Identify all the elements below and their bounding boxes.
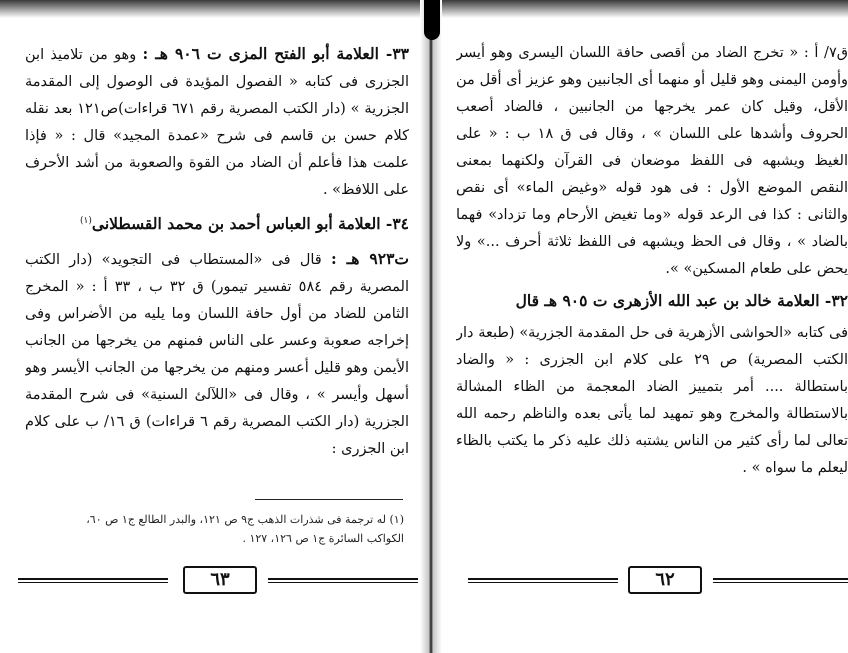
book-spine (420, 0, 442, 653)
entry-34-date: ت٩٢٣ هـ : (330, 248, 409, 268)
footer-rule-left-thin (468, 582, 618, 583)
entry-33 (25, 40, 409, 204)
right-page-paragraph-1: ق٧/ أ : « تخرج الضاد من أقصى حافة اللسان اليسرى وهو أيسر وأومن اليمنى وهو قليل أو منهما أى الجانبين وهو عزيز أى أقل من الأقل، وقيل كان عمر يخرجها من الجانبين ، فالضاد أصعب الحروف وأشدها على اللسان » ، وقال فى ق ١٨ ب : « على الغيظ ويشبهه فى اللفظ موضعان فى القرآن ولكنهما بمعنى النقص الموضع الأول : فى هود قوله «وغيض الماء» أى نقص والثانى : كذا فى الرعد قوله «وما تغيض الأرحام وما تزداد» فهما بالضاد » ، وقال فى الحظ ويشبهه فى اللفظ ثلاثة أحرف ...» ولا يحض على طعام المسكين» ». (456, 45, 848, 277)
footer-rule-right (268, 578, 418, 580)
entry-32-heading: ٣٢- العلامة خالد بن عبد الله الأزهرى ت ٩٠٥ هـ قال (515, 291, 848, 310)
footer-rule-right-thin (268, 582, 418, 583)
footer-rule-right (713, 578, 848, 580)
footer-rule-right-thin (713, 582, 848, 583)
book-spine-top (424, 0, 440, 40)
footnote-marker: (١) (80, 216, 92, 226)
entry-32-text: فى كتابه «الحواشى الأزهرية فى حل المقدمة الجزرية» (طبعة دار الكتب المصرية) ص ٢٩ على كلام ابن الجزرى : « والضاد باستطالة .... أمر بتمييز الضاد المعجمة من الظاء المشالة بالاستطالة والمخرج وهو تمهيد لما يأتى بعده والناظم رحمه الله تعالى لما رأى كثير من الناس يشتبه ذلك عليه ذكر ما يكتب بالظاء ليعلم ما سواه » . (456, 325, 848, 476)
entry-34-heading-line (25, 208, 409, 239)
footnote-line-2: الكواكب السائرة ج١ ص ١٢٦، ١٢٧ . (242, 532, 404, 545)
right-page (456, 40, 848, 540)
left-page (25, 40, 409, 540)
page-number-62: ٦٢ (628, 566, 702, 594)
footer-rule-left-thin (18, 582, 168, 583)
footnote-divider (255, 499, 403, 500)
footnotes (20, 510, 404, 548)
footer-rule-left (468, 578, 618, 580)
right-page-footer (468, 566, 848, 592)
entry-34-text: قال فى «المستطاب فى التجويد» (دار الكتب المصرية رقم ٥٨٤ تفسير تيمور) ق ٣٢ ب ، ٣٣ أ : « المخرج الثامن للضاد من أول حافة اللسان وما يليه من الأضراس وفى إخراجه صعوبة وعسر على الناس فمنهم من يخرجها من الجانب الأيمن وهو قليل أعسر ومنهم من يخرجها من الجانب الأيسر وهو أسهل وأيسر » ، وقال فى «اللآلئ السنية» فى شرح المقدمة الجزرية (دار الكتب المصرية رقم ٦ قراءات) ق ١٦/ ب على كلام ابن الجزرى : (25, 251, 409, 457)
entry-33-heading: ٣٣- العلامة أبو الفتح المزى ت ٩٠٦ هـ : (142, 44, 409, 63)
footnote-line-1: (١) له ترجمة فى شذرات الذهب ج٩ ص ١٢١، والبدر الطالع ج١ ص ٦٠، (86, 513, 404, 526)
page-number-63: ٦٣ (183, 566, 257, 594)
entry-34-heading: ٣٤- العلامة أبو العباس أحمد بن محمد القسطلانى (91, 213, 409, 233)
left-page-footer (18, 566, 418, 592)
entry-34 (25, 245, 409, 463)
entry-33-text: وهو من تلاميذ ابن الجزرى فى كتابه « الفصول المؤيدة فى الوصول إلى المقدمة الجزرية » (دار الكتب المصرية رقم ٦٧١ قراءات)ص١٢١ بعد نقله كلام حسن بن قاسم فى شرح «عمدة المجيد» قال : « فإذا علمت هذا فأعلم أن الضاد من القوة والصعوبة من أشد الأحرف على اللافظ» . (25, 47, 409, 198)
footer-rule-left (18, 578, 168, 580)
